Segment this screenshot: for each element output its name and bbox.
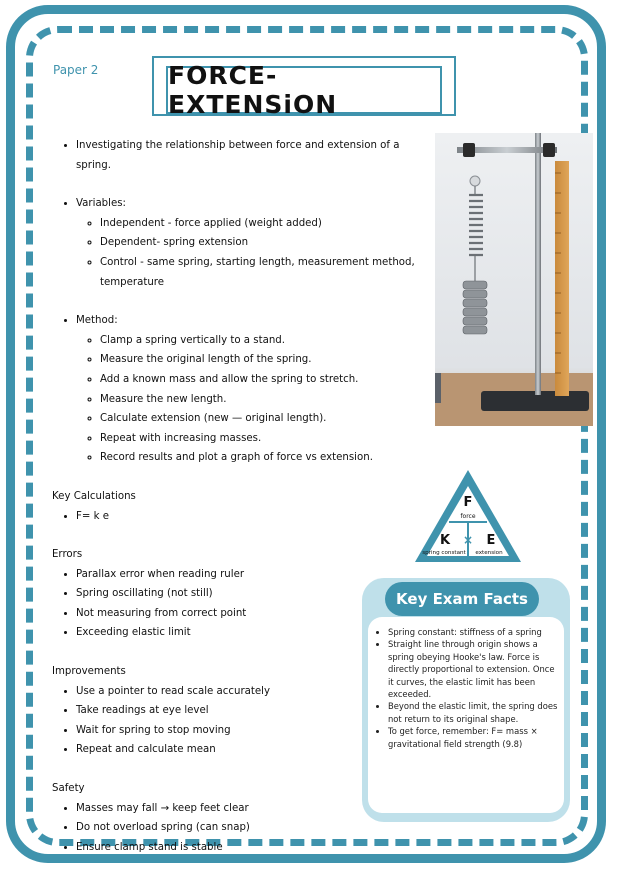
errors-heading: Errors <box>52 549 83 561</box>
spring-constant-label: spring constant <box>422 550 466 556</box>
list-item: ◦ Record results and plot a graph of force vs extension. <box>100 448 422 468</box>
title-banner <box>166 61 442 119</box>
improvements-heading: Improvements <box>52 666 126 678</box>
extension-label: extension <box>475 550 503 556</box>
list-item: ◦ Repeat with increasing masses. <box>100 429 422 449</box>
method-list <box>52 311 422 468</box>
calculations-heading: Key Calculations <box>52 490 136 502</box>
list-item: ◦ Add a known mass and allow the spring to stretch. <box>100 370 422 390</box>
list-item: • Do not overload spring (can snap) <box>76 818 422 838</box>
key-exam-facts-title: Key Exam Facts <box>385 582 539 616</box>
list-item: • F= k e <box>76 507 422 527</box>
list-item: • Parallax error when reading ruler <box>76 565 422 585</box>
list-item: • Spring constant: stiffness of a spring <box>388 626 562 638</box>
variables-label: Variables: <box>76 198 126 210</box>
list-item: • Take readings at eye level <box>76 701 422 721</box>
paper-label: Paper 2 <box>53 63 99 77</box>
list-item: ◦ Calculate extension (new — original length). <box>100 409 422 429</box>
list-item: • Spring oscillating (not still) <box>76 584 422 604</box>
intro-list <box>52 136 422 175</box>
force-label: force <box>460 513 476 520</box>
list-item <box>76 311 422 468</box>
list-item: • Investigating the relationship between force and extension of a spring. <box>76 136 422 175</box>
method-label: Method: <box>76 315 118 327</box>
list-item <box>76 194 422 292</box>
spring-apparatus-photo <box>435 133 593 426</box>
list-item: • To get force, remember: F= mass × gravitational field strength (9.8) <box>388 725 562 750</box>
list-item: • Masses may fall → keep feet clear <box>76 799 422 819</box>
force-letter: F <box>463 495 473 510</box>
spring-constant-letter: K <box>439 533 451 548</box>
list-item: ◦ Control - same spring, starting length, measurement method, temperature <box>100 253 422 292</box>
key-exam-facts-list <box>372 626 562 750</box>
safety-heading: Safety <box>52 783 85 795</box>
list-item: • Exceeding elastic limit <box>76 623 422 643</box>
list-item: ◦ Measure the original length of the spring. <box>100 350 422 370</box>
list-item: • Straight line through origin shows a spring obeying Hooke's law. Force is directly proportional to extension. Once it curves, the elastic limit has been exceeded. <box>388 638 562 700</box>
list-item: ◦ Clamp a spring vertically to a stand. <box>100 331 422 351</box>
list-item: • Not measuring from correct point <box>76 604 422 624</box>
times-sign: × <box>462 533 474 547</box>
list-item: • Wait for spring to stop moving <box>76 721 422 741</box>
variables-list <box>52 194 422 292</box>
list-item: • Ensure clamp stand is stable <box>76 838 422 858</box>
list-item: • Use a pointer to read scale accurately <box>76 682 422 702</box>
calculations-list <box>52 507 422 527</box>
list-item: • Beyond the elastic limit, the spring does not return to its original shape. <box>388 700 562 725</box>
extension-letter: E <box>486 533 496 548</box>
list-item: • Repeat and calculate mean <box>76 740 422 760</box>
list-item: ◦ Dependent- spring extension <box>100 233 422 253</box>
fke-triangle <box>413 468 523 564</box>
list-item: ◦ Measure the new length. <box>100 390 422 410</box>
page-title: FORCE-EXTENSiON <box>168 61 338 119</box>
list-item: ◦ Independent - force applied (weight added) <box>100 214 422 234</box>
